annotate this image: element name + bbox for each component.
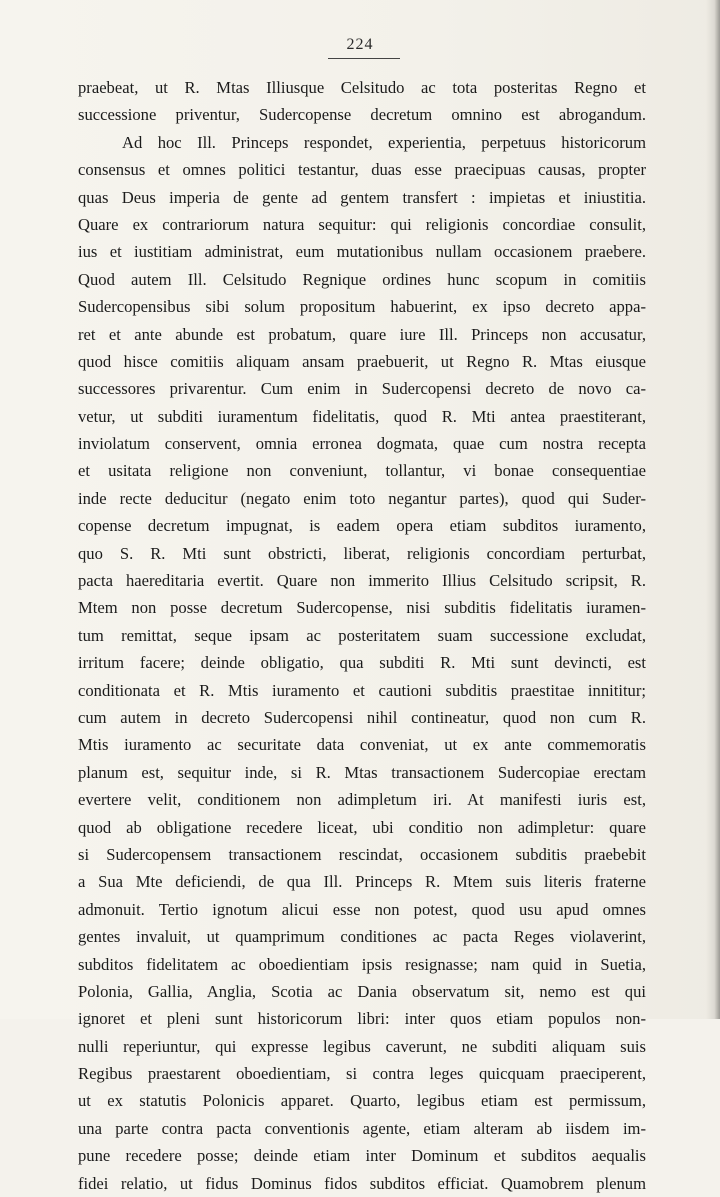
text-line: ret et ante abunde est probatum, quare iure Ill. Princeps non accusatur, — [78, 324, 646, 344]
text-line: Sudercopensibus sibi solum propositum habuerint, ex ipso decreto appa- — [78, 297, 646, 317]
text-line: quas Deus imperia de gente ad gentem transfert : impietas et iniustitia. — [78, 187, 646, 207]
text-line: gentes invaluit, ut quamprimum conditiones ac pacta Reges violaverint, — [78, 927, 646, 947]
page-number-rule — [328, 58, 400, 59]
text-line: conditionata et R. Mtis iuramento et cautioni subditis praestitae innititur; — [78, 680, 646, 700]
text-line: una parte contra pacta conventionis agente, etiam alteram ab iisdem im- — [78, 1118, 646, 1138]
body-text — [78, 74, 646, 1197]
text-line: vetur, ut subditi iuramentum fidelitatis, quod R. Mti antea praestiterant, — [78, 406, 646, 426]
text-line: admonuit. Tertio ignotum alicui esse non potest, quod usu apud omnes — [78, 899, 646, 919]
text-line: ut ex statutis Polonicis apparet. Quarto, legibus etiam est permissum, — [78, 1091, 646, 1111]
text-line: fidei relatio, ut fidus Dominus fidos subditos efficiat. Quamobrem plenum — [78, 1173, 646, 1193]
text-line: pacta haereditaria evertit. Quare non immerito Illius Celsitudo scripsit, R. — [78, 571, 646, 591]
text-line: copense decretum impugnat, is eadem opera etiam subditos iuramento, — [78, 516, 646, 536]
text-line: quo S. R. Mti sunt obstricti, liberat, religionis concordiam perturbat, — [78, 543, 646, 563]
text-line: evertere velit, conditionem non adimpletum iri. At manifesti iuris est, — [78, 790, 646, 810]
text-line: inde recte deducitur (negato enim toto negantur partes), quod qui Suder- — [78, 488, 646, 508]
text-line: Quod autem Ill. Celsitudo Regnique ordines hunc scopum in comitiis — [78, 269, 646, 289]
text-line: planum est, sequitur inde, si R. Mtas transactionem Sudercopiae erectam — [78, 762, 646, 782]
page-number: 224 — [346, 36, 374, 53]
text-line: Mtem non posse decretum Sudercopense, nisi subditis fidelitatis iuramen- — [78, 598, 646, 618]
text-line: ignoret et pleni sunt historicorum libri: inter quos etiam populos non- — [78, 1009, 646, 1029]
text-line: pune recedere posse; deinde etiam inter Dominum et subditos aequalis — [78, 1146, 646, 1166]
text-line: Regibus praestarent oboedientiam, si contra leges quicquam praeciperent, — [78, 1064, 646, 1084]
text-line: subditos fidelitatem ac oboedientiam ipsis resignasse; nam quid in Suetia, — [78, 954, 646, 974]
text-line: inviolatum conservent, omnia erronea dogmata, quae cum nostra recepta — [78, 434, 646, 454]
text-line: Quare ex contrariorum natura sequitur: qui religionis concordiae consulit, — [78, 214, 646, 234]
text-line: Polonia, Gallia, Anglia, Scotia ac Dania observatum sit, nemo est qui — [78, 981, 646, 1001]
text-line: cum autem in decreto Sudercopensi nihil contineatur, quod non cum R. — [78, 707, 646, 727]
text-line: successione priventur, Sudercopense decretum omnino est abrogandum. — [78, 105, 646, 125]
text-line: si Sudercopensem transactionem rescindat, occasionem subditis praebebit — [78, 844, 646, 864]
text-line: ius et iustitiam administrat, eum mutationibus nullam occasionem praebere. — [78, 242, 646, 262]
text-line: praebeat, ut R. Mtas Illiusque Celsitudo ac tota posteritas Regno et — [78, 78, 646, 97]
text-line: successores privarentur. Cum enim in Sudercopensi decreto de novo ca- — [78, 379, 646, 399]
text-line: et usitata religione non conveniunt, tollantur, vi bonae consequentiae — [78, 461, 646, 481]
text-line: a Sua Mte deficiendi, de qua Ill. Princeps R. Mtem suis literis fraterne — [78, 872, 646, 892]
text-line: nulli reperiuntur, qui expresse legibus caverunt, ne subditi aliquam suis — [78, 1036, 646, 1056]
text-line: quod ab obligatione recedere liceat, ubi conditio non adimpletur: quare — [78, 817, 646, 837]
text-line: quod hisce comitiis aliquam ansam praebuerit, ut Regno R. Mtas eiusque — [78, 351, 646, 371]
text-line: irritum facere; deinde obligatio, qua subditi R. Mti sunt devincti, est — [78, 653, 646, 673]
text-line: consensus et omnes politici testantur, duas esse praecipuas causas, propter — [78, 160, 646, 180]
text-line-paragraph-start: Ad hoc Ill. Princeps respondet, experientia, perpetuus historicorum — [122, 132, 646, 152]
text-line: tum remittat, seque ipsam ac posteritatem suam successione excludat, — [78, 625, 646, 645]
text-line: Mtis iuramento ac securitate data conveniat, ut ex ante commemoratis — [78, 735, 646, 755]
page-edge-shadow — [706, 0, 720, 1019]
